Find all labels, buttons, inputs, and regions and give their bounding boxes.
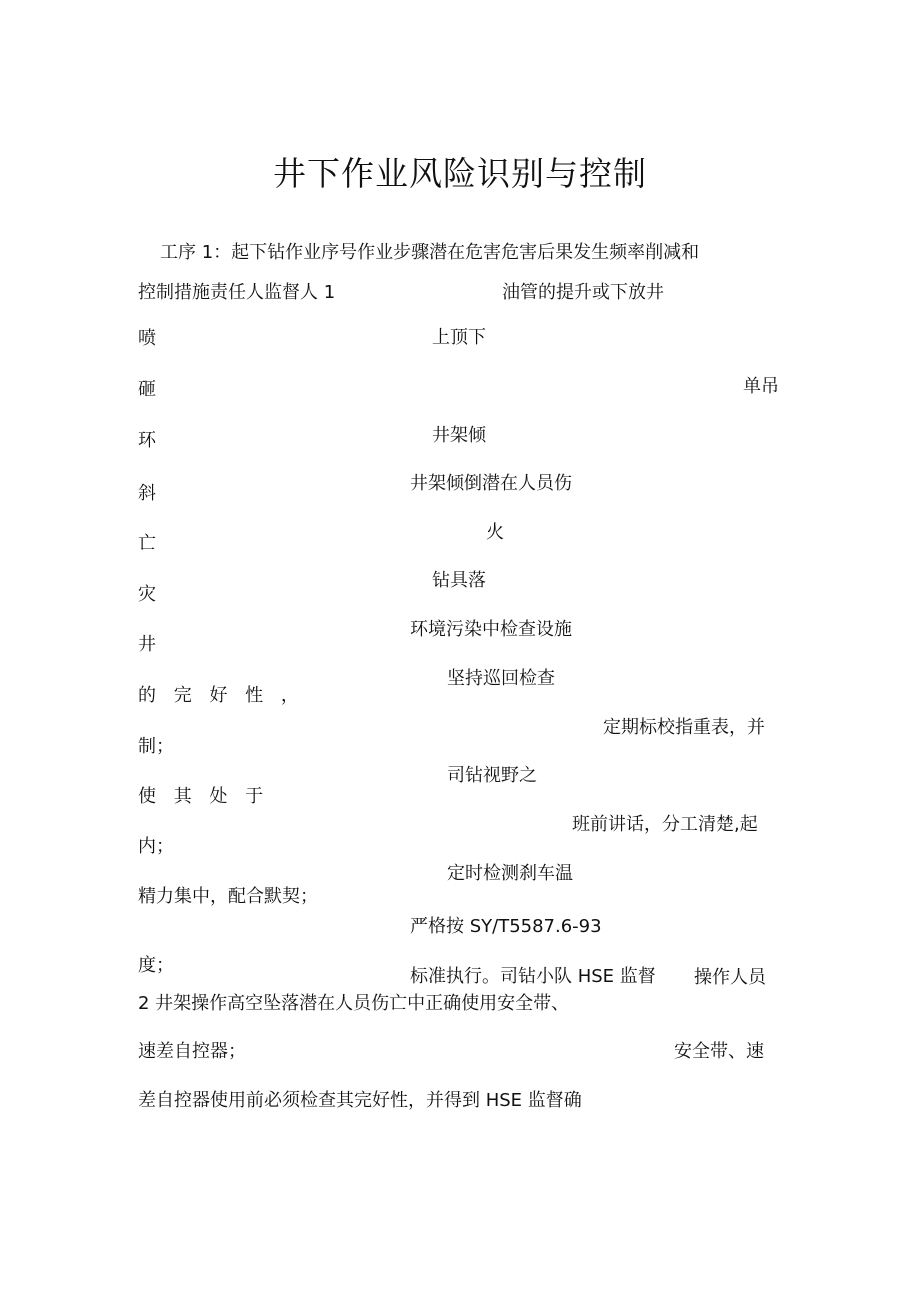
right-text-4: 操作人员 xyxy=(694,967,766,988)
item2-line-1: 2 井架操作高空坠落潜在人员伤亡中正确使用安全带、 xyxy=(138,993,570,1014)
item2-line-2: 速差自控器； xyxy=(138,1041,246,1062)
middle-text-3: 井架倾倒潜在人员伤 xyxy=(410,473,572,494)
left-text-11: 内； xyxy=(138,836,174,857)
left-text-5: 亡 xyxy=(138,533,156,554)
middle-text-4: 火 xyxy=(486,522,504,543)
middle-text-5: 钻具落 xyxy=(432,570,486,591)
left-text-9: 制； xyxy=(138,736,174,757)
middle-text-7: 坚持巡回检查 xyxy=(447,668,555,689)
left-text-7: 井 xyxy=(138,634,156,655)
left-text-8: 的 完 好 性 ， xyxy=(138,685,305,706)
left-text-2: 砸 xyxy=(138,379,156,400)
right-text-2: 定期标校指重表，并 xyxy=(603,717,765,738)
left-text-1: 喷 xyxy=(138,328,156,349)
document-title: 井下作业风险识别与控制 xyxy=(273,154,647,193)
middle-text-11: 标准执行。司钻小队 HSE 监督 xyxy=(410,966,656,987)
right-text-5: 安全带、速 xyxy=(674,1041,764,1062)
header-line-1: 工序 1：起下钻作业序号作业步骤潜在危害危害后果发生频率削减和 xyxy=(160,242,700,263)
header-line-2: 控制措施责任人监督人 1 xyxy=(138,282,336,303)
right-text-3: 班前讲话，分工清楚,起 xyxy=(572,814,758,835)
left-text-10: 使 其 处 于 xyxy=(138,786,270,807)
left-text-4: 斜 xyxy=(138,483,156,504)
middle-text-6: 环境污染中检查设施 xyxy=(410,619,572,640)
left-text-12: 精力集中，配合默契； xyxy=(138,886,318,907)
item2-line-3: 差自控器使用前必须检查其完好性，并得到 HSE 监督确 xyxy=(138,1090,582,1111)
middle-text-9: 定时检测刹车温 xyxy=(447,863,573,884)
middle-text-1: 上顶下 xyxy=(432,327,486,348)
left-text-3: 环 xyxy=(138,430,156,451)
middle-text-2: 井架倾 xyxy=(432,425,486,446)
step-description: 油管的提升或下放井 xyxy=(502,282,664,303)
left-text-13: 度； xyxy=(138,955,174,976)
middle-text-10: 严格按 SY/T5587.6-93 xyxy=(410,916,602,937)
left-text-6: 灾 xyxy=(138,584,156,605)
middle-text-8: 司钻视野之 xyxy=(447,765,537,786)
right-text-1: 单吊 xyxy=(743,376,779,397)
